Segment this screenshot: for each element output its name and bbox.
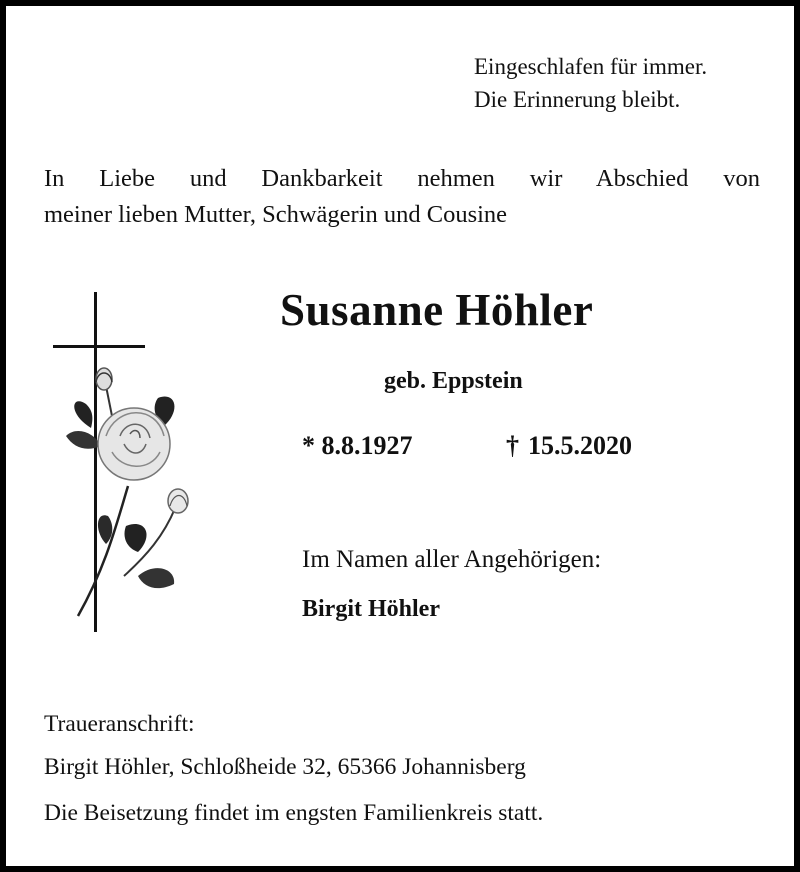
intro-line-2: meiner lieben Mutter, Schwägerin und Cousine [44, 201, 508, 228]
motto-line-1: Eingeschlafen für immer. [474, 54, 708, 79]
motto [474, 50, 707, 116]
dagger-icon: † [506, 431, 519, 460]
address-line: Birgit Höhler, Schloßheide 32, 65366 Johannisberg [44, 754, 526, 780]
intro-line-1: In Liebe und Dankbarkeit nehmen wir Abschied von [44, 165, 760, 192]
motto-line-2: Die Erinnerung bleibt. [474, 87, 681, 112]
death-date: 15.5.2020 [528, 431, 632, 460]
address-label: Traueranschrift: [44, 711, 195, 737]
signoff-name: Birgit Höhler [302, 596, 440, 622]
cross-with-rose-icon [46, 286, 206, 636]
deceased-name: Susanne Höhler [280, 285, 594, 335]
maiden-name: geb. Eppstein [384, 368, 523, 394]
death-date-group [506, 431, 632, 461]
birth-date: * 8.8.1927 [302, 431, 413, 460]
burial-note: Die Beisetzung findet im engsten Familienkreis statt. [44, 800, 544, 826]
signoff-label: Im Namen aller Angehörigen: [302, 546, 602, 573]
intro-text [44, 161, 760, 233]
